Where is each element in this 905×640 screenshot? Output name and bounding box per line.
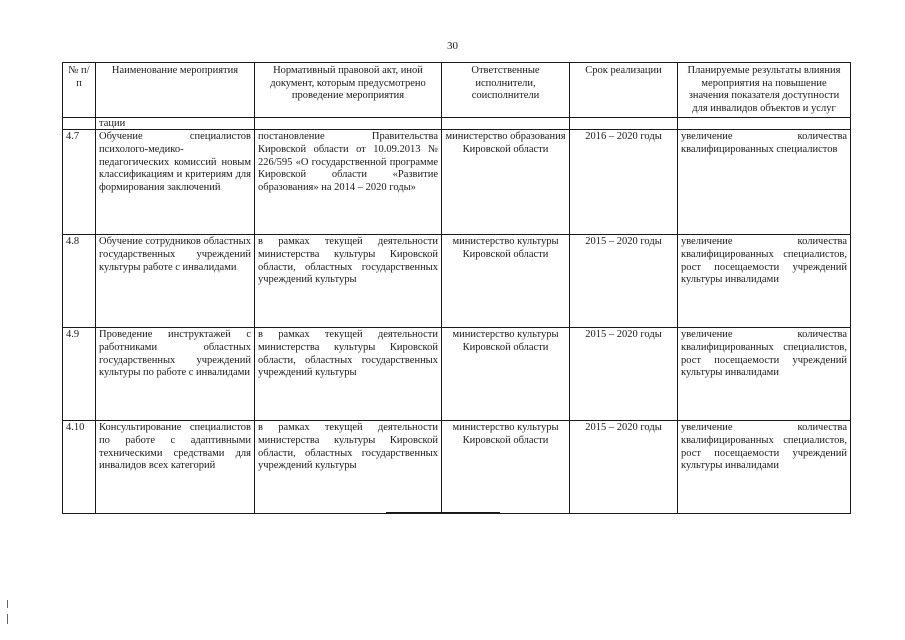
cell-name: Обучение специалистов психолого-медико-педагогических комиссий новым классификациям и критериям для формирования заключений [96,130,255,235]
header-measure-name: Наименование мероприятия [96,63,255,118]
header-executors: Ответственные исполнители, соисполнители [442,63,570,118]
cell-name: Обучение сотрудников областных государственных учреждений культуры работе с инвалидами [96,235,255,328]
cell-doc: в рамках текущей деятельности министерства культуры Кировской области, областных государственных учреждений культуры [255,421,442,514]
cell-term [570,118,678,130]
table-row [63,421,851,514]
table-row [63,328,851,421]
cell-exec: министерство культуры Кировской области [442,421,570,514]
header-term: Срок реализации [570,63,678,118]
cell-doc: в рамках текущей деятельности министерства культуры Кировской области, областных государственных учреждений культуры [255,328,442,421]
cell-exec: министерство культуры Кировской области [442,235,570,328]
cell-result [678,118,851,130]
header-number: № п/п [63,63,96,118]
page-number: 30 [447,40,458,52]
cell-result: увеличение количества квалифицированных специалистов, рост посещаемости учреждений культуры инвалидами [678,421,851,514]
cell-exec: министерство культуры Кировской области [442,328,570,421]
cell-result: увеличение количества квалифицированных специалистов, рост посещаемости учреждений культуры инвалидами [678,235,851,328]
cell-name: Консультирование специалистов по работе с адаптивными техническими средствами для инвалидов всех категорий [96,421,255,514]
cell-term: 2015 – 2020 годы [570,328,678,421]
cell-result: увеличение количества квалифицированных специалистов [678,130,851,235]
cell-doc: в рамках текущей деятельности министерства культуры Кировской области, областных государственных учреждений культуры [255,235,442,328]
cell-number: 4.7 [63,130,96,235]
cell-number: 4.9 [63,328,96,421]
cell-doc: постановление Правительства Кировской области от 10.09.2013 № 226/595 «О государственной программе Кировской области «Развитие образования» на 2014 – 2020 годы» [255,130,442,235]
cell-term: 2016 – 2020 годы [570,130,678,235]
measures-table [62,62,851,514]
cell-exec: министерство образования Кировской области [442,130,570,235]
scan-mark [7,614,8,624]
end-rule [386,512,500,513]
table-row [63,235,851,328]
table-row [63,130,851,235]
cell-number: 4.8 [63,235,96,328]
cell-exec [442,118,570,130]
cell-number [63,118,96,130]
cell-result: увеличение количества квалифицированных специалистов, рост посещаемости учреждений культуры инвалидами [678,328,851,421]
table-header-row [63,63,851,118]
cell-doc [255,118,442,130]
cell-name: Проведение инструктажей с работниками областных государственных учреждений культуры по работе с инвалидами [96,328,255,421]
cell-term: 2015 – 2020 годы [570,235,678,328]
header-planned-results: Планируемые результаты влияния мероприятия на повышение значения показателя доступности для инвалидов объектов и услуг [678,63,851,118]
cell-term: 2015 – 2020 годы [570,421,678,514]
scan-mark [7,600,8,608]
cell-number: 4.10 [63,421,96,514]
cell-name: тации [96,118,255,130]
header-legal-act: Нормативный правовой акт, иной документ, которым предусмотрено проведение мероприятия [255,63,442,118]
continuation-row [63,118,851,130]
